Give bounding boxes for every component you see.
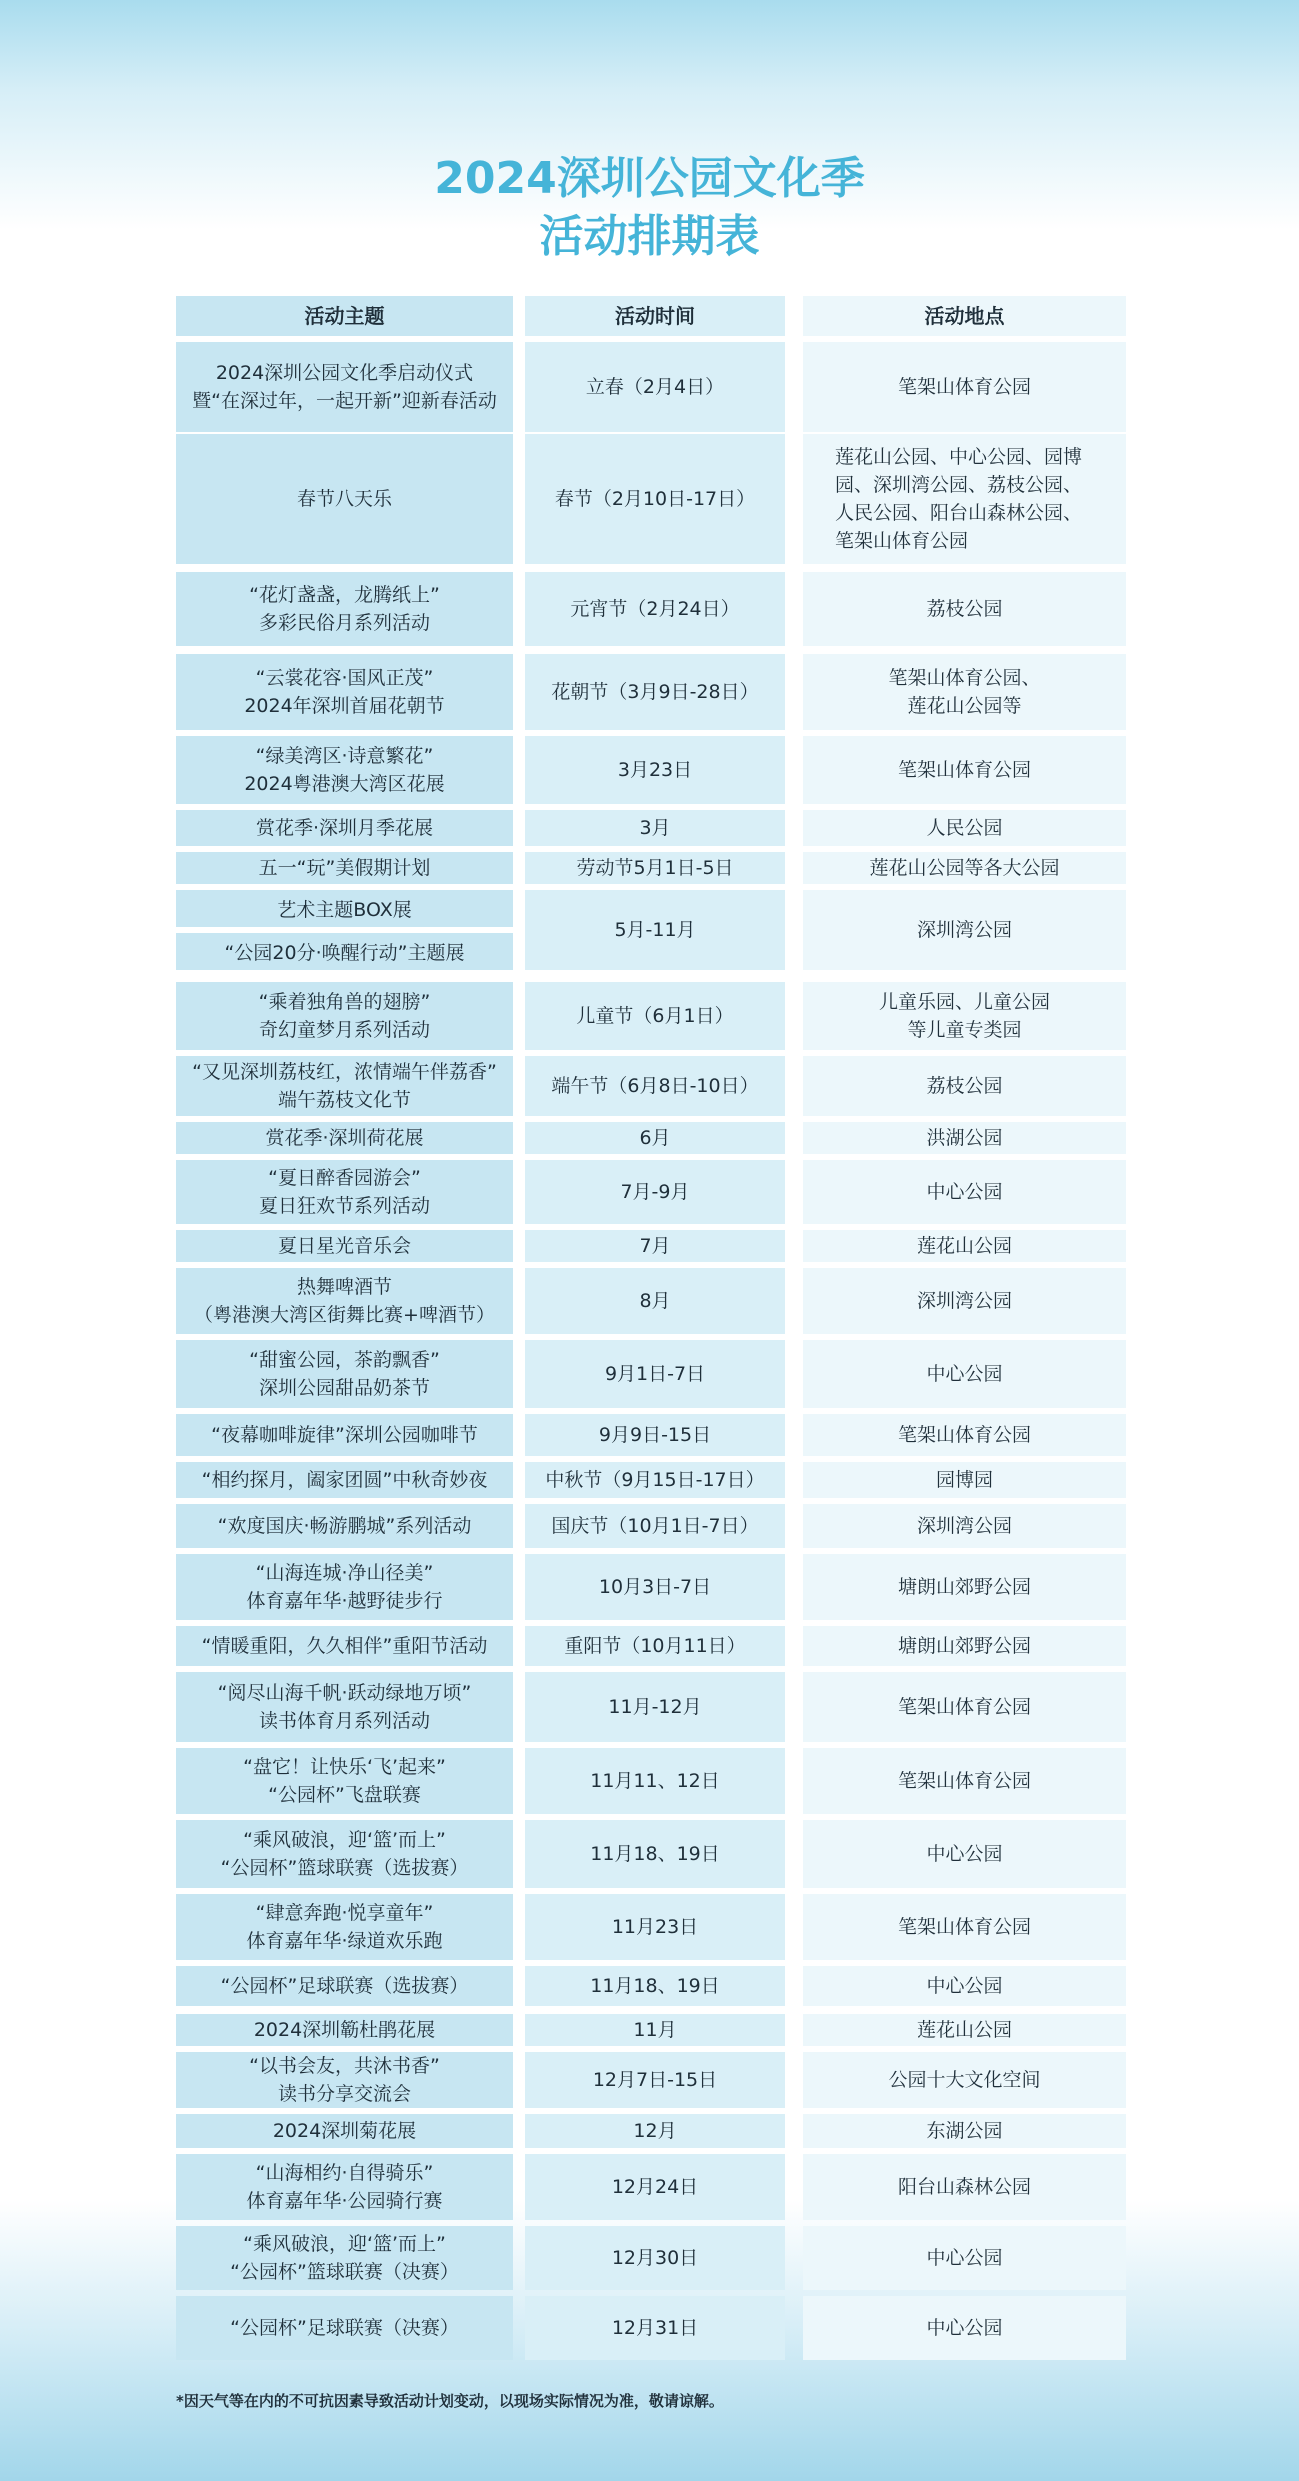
place-cell bbox=[803, 2296, 1126, 2360]
theme-cell bbox=[176, 1462, 513, 1498]
place-cell bbox=[803, 342, 1126, 432]
theme-cell-line: “阅尽山海千帆·跃动绿地万顷” bbox=[217, 1682, 472, 1704]
place-cell-line: 笔架山体育公园、 bbox=[888, 667, 1041, 689]
time-cell bbox=[525, 736, 785, 804]
time-cell bbox=[525, 2226, 785, 2290]
table-row bbox=[176, 1504, 1126, 1548]
theme-cell: “公园20分·唤醒行动”主题展 bbox=[176, 933, 513, 970]
theme-cell bbox=[176, 1672, 513, 1742]
table-row bbox=[176, 1160, 1126, 1224]
theme-cell-line: 赏花季·深圳荷花展 bbox=[265, 1127, 424, 1149]
theme-cell bbox=[176, 1966, 513, 2006]
theme-cell bbox=[176, 1626, 513, 1666]
theme-cell-line: 2024深圳公园文化季启动仪式 bbox=[215, 362, 474, 384]
place-cell bbox=[803, 1340, 1126, 1408]
place-cell-line: 莲花山公园等各大公园 bbox=[869, 857, 1060, 879]
table-row bbox=[176, 890, 1126, 970]
table-row bbox=[176, 2154, 1126, 2220]
time-cell bbox=[525, 1672, 785, 1742]
table-row bbox=[176, 1894, 1126, 1960]
table-row bbox=[176, 572, 1126, 646]
time-cell bbox=[525, 1160, 785, 1224]
theme-cell-line: “公园杯”篮球联赛（决赛） bbox=[230, 2261, 459, 2283]
theme-cell-line: “以书会友，共沐书香” bbox=[249, 2055, 440, 2077]
place-cell-line: 公园十大文化空间 bbox=[888, 2069, 1041, 2091]
place-cell bbox=[803, 1230, 1126, 1262]
table-header bbox=[176, 296, 1126, 336]
place-cell bbox=[803, 1626, 1126, 1666]
time-cell-line: 11月 bbox=[633, 2019, 677, 2041]
place-cell bbox=[803, 2154, 1126, 2220]
theme-cell bbox=[176, 1160, 513, 1224]
place-cell bbox=[803, 1820, 1126, 1888]
time-cell-line: 国庆节（10月1日-7日） bbox=[551, 1515, 759, 1537]
table-row bbox=[176, 1268, 1126, 1334]
place-cell-line: 中心公园 bbox=[926, 1975, 1003, 1997]
time-cell bbox=[525, 1122, 785, 1154]
time-cell bbox=[525, 1894, 785, 1960]
time-cell bbox=[525, 1966, 785, 2006]
table-row bbox=[176, 342, 1126, 432]
theme-cell-line: “乘着独角兽的翅膀” bbox=[258, 991, 431, 1013]
theme-cell bbox=[176, 654, 513, 730]
time-cell-line: 5月-11月 bbox=[614, 919, 696, 941]
place-cell bbox=[803, 2226, 1126, 2290]
place-cell bbox=[803, 572, 1126, 646]
table-row bbox=[176, 982, 1126, 1050]
theme-cell-line: 2024深圳簕杜鹃花展 bbox=[253, 2019, 436, 2041]
place-cell-line: 中心公园 bbox=[926, 1843, 1003, 1865]
time-cell bbox=[525, 1056, 785, 1116]
theme-cell: 艺术主题BOX展 bbox=[176, 890, 513, 927]
theme-cell-line: 深圳公园甜品奶茶节 bbox=[258, 1377, 430, 1399]
theme-cell-line: 夏日狂欢节系列活动 bbox=[258, 1195, 430, 1217]
theme-cell-line: “甜蜜公园，茶韵飘香” bbox=[249, 1349, 440, 1371]
place-cell-line: 深圳湾公园 bbox=[916, 1515, 1012, 1537]
time-cell-line: 12月24日 bbox=[611, 2176, 699, 2198]
theme-cell-line: “乘风破浪，迎‘篮’而上” bbox=[243, 1829, 446, 1851]
place-cell bbox=[803, 1504, 1126, 1548]
place-cell-line: 深圳湾公园 bbox=[916, 919, 1012, 941]
place-cell-line: 笔架山体育公园 bbox=[897, 1916, 1031, 1938]
theme-cell-line: 体育嘉年华·公园骑行赛 bbox=[246, 2190, 443, 2212]
time-cell-line: 重阳节（10月11日） bbox=[564, 1635, 746, 1657]
theme-cell-line: 2024年深圳首届花朝节 bbox=[244, 695, 445, 717]
time-cell bbox=[525, 982, 785, 1050]
theme-cell-line: 奇幻童梦月系列活动 bbox=[258, 1019, 430, 1041]
theme-cell bbox=[176, 1268, 513, 1334]
time-cell bbox=[525, 654, 785, 730]
time-cell-line: 12月31日 bbox=[611, 2317, 699, 2339]
place-cell-line: 等儿童专类园 bbox=[907, 1019, 1022, 1041]
time-cell-line: 11月23日 bbox=[611, 1916, 699, 1938]
place-cell bbox=[803, 1748, 1126, 1814]
time-cell-line: 7月 bbox=[639, 1235, 671, 1257]
theme-cell-line: 2024深圳菊花展 bbox=[272, 2120, 417, 2142]
table-row bbox=[176, 2226, 1126, 2290]
theme-cell-line: “公园杯”足球联赛（选拔赛） bbox=[220, 1975, 469, 1997]
place-cell-line: 莲花山公园、中心公园、园博 bbox=[835, 446, 1083, 468]
time-cell-line: 春节（2月10日-17日） bbox=[554, 488, 756, 510]
table-row bbox=[176, 1230, 1126, 1262]
place-cell bbox=[803, 890, 1126, 970]
time-cell-line: 6月 bbox=[639, 1127, 671, 1149]
time-cell bbox=[525, 2014, 785, 2046]
time-cell bbox=[525, 1504, 785, 1548]
table-row bbox=[176, 736, 1126, 804]
theme-cell bbox=[176, 736, 513, 804]
time-cell-line: 10月3日-7日 bbox=[598, 1576, 712, 1598]
page-title bbox=[0, 150, 1299, 266]
time-cell bbox=[525, 1414, 785, 1456]
time-cell bbox=[525, 1626, 785, 1666]
theme-cell-line: 体育嘉年华·越野徒步行 bbox=[246, 1590, 443, 1612]
theme-cell-line: “夜幕咖啡旋律”深圳公园咖啡节 bbox=[211, 1424, 478, 1446]
place-cell-line: 人民公园、阳台山森林公园、 bbox=[835, 502, 1083, 524]
place-cell-line: 笔架山体育公园 bbox=[897, 1424, 1031, 1446]
time-cell bbox=[525, 342, 785, 432]
theme-cell bbox=[176, 1748, 513, 1814]
time-cell-line: 12月30日 bbox=[611, 2247, 699, 2269]
time-cell-line: 儿童节（6月1日） bbox=[576, 1005, 734, 1027]
theme-cell-line: “情暖重阳，久久相伴”重阳节活动 bbox=[201, 1635, 488, 1657]
theme-cell-line: “又见深圳荔枝红，浓情端午伴荔香” bbox=[192, 1061, 497, 1083]
table-row bbox=[176, 434, 1126, 564]
table-row bbox=[176, 2114, 1126, 2148]
theme-cell bbox=[176, 1340, 513, 1408]
theme-cell bbox=[176, 810, 513, 846]
place-cell-line: 中心公园 bbox=[926, 2317, 1003, 2339]
theme-cell-line: “公园杯”飞盘联赛 bbox=[268, 1784, 421, 1806]
table-row bbox=[176, 1626, 1126, 1666]
theme-cell bbox=[176, 2052, 513, 2108]
theme-cell bbox=[176, 2154, 513, 2220]
theme-cell-line: 2024粤港澳大湾区花展 bbox=[244, 773, 445, 795]
place-cell bbox=[803, 1268, 1126, 1334]
place-cell-line: 洪湖公园 bbox=[926, 1127, 1003, 1149]
table-row bbox=[176, 852, 1126, 884]
theme-cell-line: “花灯盏盏，龙腾纸上” bbox=[249, 584, 440, 606]
theme-cell bbox=[176, 2226, 513, 2290]
place-cell-line: 园、深圳湾公园、荔枝公园、 bbox=[835, 474, 1083, 496]
theme-cell bbox=[176, 1056, 513, 1116]
table-row bbox=[176, 654, 1126, 730]
time-cell-line: 端午节（6月8日-10日） bbox=[551, 1075, 759, 1097]
place-cell bbox=[803, 736, 1126, 804]
place-cell-line: 笔架山体育公园 bbox=[835, 530, 969, 552]
place-cell-line: 荔枝公园 bbox=[926, 598, 1003, 620]
place-cell-line: 阳台山森林公园 bbox=[897, 2176, 1031, 2198]
place-cell bbox=[803, 2014, 1126, 2046]
place-cell-line: 深圳湾公园 bbox=[916, 1290, 1012, 1312]
place-cell bbox=[803, 1462, 1126, 1498]
time-cell bbox=[525, 572, 785, 646]
theme-cell-line: 读书分享交流会 bbox=[277, 2083, 411, 2105]
table-row bbox=[176, 1748, 1126, 1814]
theme-cell-line: “相约探月，阖家团圆”中秋奇妙夜 bbox=[201, 1469, 488, 1491]
time-cell-line: 12月 bbox=[633, 2120, 677, 2142]
time-cell-line: 立春（2月4日） bbox=[585, 376, 725, 398]
theme-cell bbox=[176, 2014, 513, 2046]
theme-cell-line: “公园杯”足球联赛（决赛） bbox=[230, 2317, 459, 2339]
time-cell-line: 劳动节5月1日-5日 bbox=[576, 857, 734, 879]
place-cell-line: 笔架山体育公园 bbox=[897, 1696, 1031, 1718]
time-cell-line: 11月18、19日 bbox=[590, 1843, 720, 1865]
place-cell bbox=[803, 982, 1126, 1050]
theme-cell bbox=[176, 2296, 513, 2360]
header-time: 活动时间 bbox=[525, 296, 785, 336]
time-cell bbox=[525, 2154, 785, 2220]
theme-cell-line: “绿美湾区·诗意繁花” bbox=[255, 745, 434, 767]
place-cell bbox=[803, 2114, 1126, 2148]
place-cell bbox=[803, 434, 1126, 564]
time-cell bbox=[525, 434, 785, 564]
table-row bbox=[176, 1122, 1126, 1154]
header-theme: 活动主题 bbox=[176, 296, 513, 336]
theme-cell-line: 多彩民俗月系列活动 bbox=[258, 612, 430, 634]
time-cell-line: 9月9日-15日 bbox=[598, 1424, 712, 1446]
footnote: *因天气等在内的不可抗因素导致活动计划变动，以现场实际情况为准，敬请谅解。 bbox=[176, 2392, 724, 2410]
place-cell-line: 笔架山体育公园 bbox=[897, 1770, 1031, 1792]
theme-cell-line: “公园杯”篮球联赛（选拔赛） bbox=[220, 1857, 469, 1879]
theme-cell-line: （粤港澳大湾区街舞比赛+啤酒节） bbox=[194, 1304, 495, 1326]
theme-cell bbox=[176, 1820, 513, 1888]
place-cell bbox=[803, 1056, 1126, 1116]
theme-cell-line: “欢度国庆·畅游鹏城”系列活动 bbox=[217, 1515, 472, 1537]
place-cell-line: 东湖公园 bbox=[926, 2120, 1003, 2142]
time-cell bbox=[525, 1554, 785, 1620]
theme-cell bbox=[176, 1230, 513, 1262]
theme-cell-line: 体育嘉年华·绿道欢乐跑 bbox=[246, 1930, 443, 1952]
theme-cell-line: “乘风破浪，迎‘篮’而上” bbox=[243, 2233, 446, 2255]
theme-cell bbox=[176, 1554, 513, 1620]
time-cell bbox=[525, 2114, 785, 2148]
theme-cell bbox=[176, 2114, 513, 2148]
time-cell-line: 中秋节（9月15日-17日） bbox=[545, 1469, 765, 1491]
theme-cell bbox=[176, 1122, 513, 1154]
time-cell-line: 花朝节（3月9日-28日） bbox=[551, 681, 759, 703]
time-cell bbox=[525, 2296, 785, 2360]
theme-cell bbox=[176, 852, 513, 884]
theme-cell-line: “云裳花容·国风正茂” bbox=[255, 667, 434, 689]
place-cell-line: 笔架山体育公园 bbox=[897, 759, 1031, 781]
theme-cell-line: 夏日星光音乐会 bbox=[277, 1235, 411, 1257]
theme-cell bbox=[176, 342, 513, 432]
place-cell bbox=[803, 1122, 1126, 1154]
table-row bbox=[176, 1340, 1126, 1408]
place-cell bbox=[803, 810, 1126, 846]
theme-cell-line: “山海相约·自得骑乐” bbox=[255, 2162, 434, 2184]
time-cell bbox=[525, 1268, 785, 1334]
place-cell-line: 塘朗山郊野公园 bbox=[897, 1635, 1031, 1657]
table-row bbox=[176, 2052, 1126, 2108]
place-cell bbox=[803, 1966, 1126, 2006]
theme-cell bbox=[176, 434, 513, 564]
place-cell-line: 荔枝公园 bbox=[926, 1075, 1003, 1097]
time-cell bbox=[525, 890, 785, 970]
table-row bbox=[176, 2296, 1126, 2360]
time-cell-line: 元宵节（2月24日） bbox=[570, 598, 740, 620]
place-cell-line: 莲花山公园等 bbox=[907, 695, 1022, 717]
title-line-1: 2024深圳公园文化季 bbox=[434, 153, 865, 204]
table-row bbox=[176, 2014, 1126, 2046]
time-cell bbox=[525, 1230, 785, 1262]
place-cell-line: 中心公园 bbox=[926, 2247, 1003, 2269]
theme-cell-line: “肆意奔跑·悦享童年” bbox=[255, 1902, 434, 1924]
title-line-2: 活动排期表 bbox=[539, 211, 760, 262]
theme-cell-line: 五一“玩”美假期计划 bbox=[258, 857, 431, 879]
place-cell-line: 莲花山公园 bbox=[916, 2019, 1012, 2041]
place-cell-line: 儿童乐园、儿童公园 bbox=[878, 991, 1050, 1013]
place-cell bbox=[803, 852, 1126, 884]
place-cell bbox=[803, 2052, 1126, 2108]
place-cell-line: 园博园 bbox=[935, 1469, 993, 1491]
table-row bbox=[176, 1554, 1126, 1620]
theme-cell-line: “夏日醉香园游会” bbox=[268, 1167, 421, 1189]
time-cell-line: 12月7日-15日 bbox=[592, 2069, 718, 2091]
theme-cell-line: 暨“在深过年，一起开新”迎新春活动 bbox=[192, 390, 497, 412]
time-cell bbox=[525, 1820, 785, 1888]
place-cell-line: 人民公园 bbox=[926, 817, 1003, 839]
place-cell bbox=[803, 1894, 1126, 1960]
theme-cell-line: 读书体育月系列活动 bbox=[258, 1710, 430, 1732]
theme-cell bbox=[176, 982, 513, 1050]
theme-cell bbox=[176, 572, 513, 646]
place-cell-line: 中心公园 bbox=[926, 1181, 1003, 1203]
place-cell-line: 莲花山公园 bbox=[916, 1235, 1012, 1257]
place-cell bbox=[803, 1414, 1126, 1456]
theme-cell-line: 热舞啤酒节 bbox=[296, 1276, 392, 1298]
time-cell-line: 3月 bbox=[639, 817, 671, 839]
theme-cell bbox=[176, 1504, 513, 1548]
time-cell bbox=[525, 810, 785, 846]
theme-cell bbox=[176, 1894, 513, 1960]
time-cell-line: 7月-9月 bbox=[620, 1181, 690, 1203]
theme-cell-line: “盘它！让快乐‘飞’起来” bbox=[243, 1756, 446, 1778]
table-row bbox=[176, 810, 1126, 846]
time-cell-line: 9月1日-7日 bbox=[604, 1363, 706, 1385]
table-row bbox=[176, 1966, 1126, 2006]
time-cell-line: 8月 bbox=[639, 1290, 671, 1312]
place-cell bbox=[803, 1672, 1126, 1742]
header-place: 活动地点 bbox=[803, 296, 1126, 336]
time-cell bbox=[525, 852, 785, 884]
place-cell bbox=[803, 1160, 1126, 1224]
time-cell bbox=[525, 2052, 785, 2108]
theme-cell-line: 端午荔枝文化节 bbox=[277, 1089, 411, 1111]
place-cell-line: 笔架山体育公园 bbox=[897, 376, 1031, 398]
table-row bbox=[176, 1414, 1126, 1456]
table-row bbox=[176, 1820, 1126, 1888]
theme-cell-line: 赏花季·深圳月季花展 bbox=[255, 817, 434, 839]
time-cell-line: 11月-12月 bbox=[608, 1696, 702, 1718]
time-cell-line: 11月18、19日 bbox=[590, 1975, 720, 1997]
theme-cell-line: “山海连城·净山径美” bbox=[255, 1562, 434, 1584]
place-cell bbox=[803, 1554, 1126, 1620]
time-cell bbox=[525, 1748, 785, 1814]
table-row bbox=[176, 1056, 1126, 1116]
table-row bbox=[176, 1672, 1126, 1742]
place-cell bbox=[803, 654, 1126, 730]
theme-cell-line: 春节八天乐 bbox=[296, 488, 392, 510]
place-cell-line: 塘朗山郊野公园 bbox=[897, 1576, 1031, 1598]
place-cell-line: 中心公园 bbox=[926, 1363, 1003, 1385]
time-cell-line: 3月23日 bbox=[617, 759, 693, 781]
table-row bbox=[176, 1462, 1126, 1498]
time-cell-line: 11月11、12日 bbox=[590, 1770, 720, 1792]
time-cell bbox=[525, 1462, 785, 1498]
time-cell bbox=[525, 1340, 785, 1408]
theme-cell bbox=[176, 1414, 513, 1456]
